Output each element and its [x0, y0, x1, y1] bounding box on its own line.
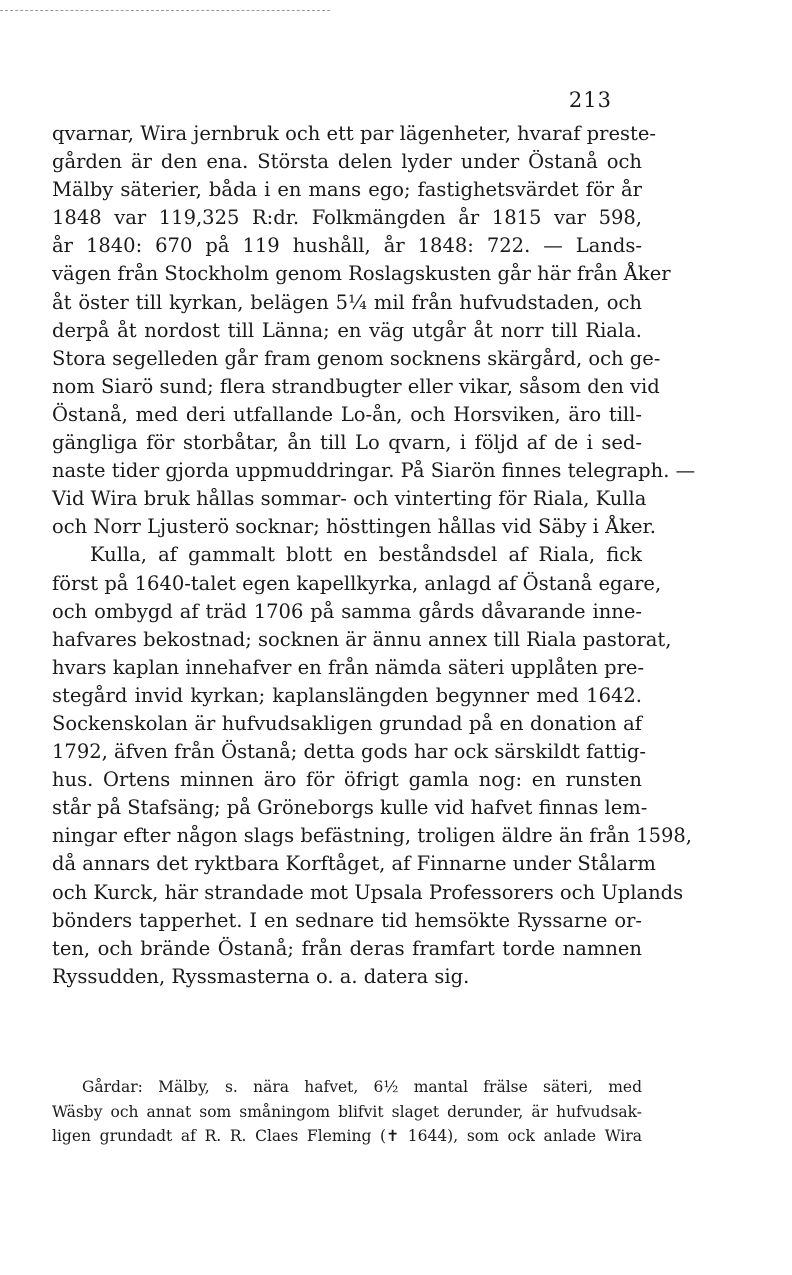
text-line: Mälby säterier, båda i en mans ego; fastighetsvärdet för år [52, 178, 642, 202]
text-line: bönders tapperhet. I en sednare tid hemsökte Ryssarne or- [52, 908, 642, 932]
text-line: och Kurck, här strandade mot Upsala Professorers och Uplands [52, 880, 684, 904]
text-line: hus. Ortens minnen äro för öfrigt gamla nog: en runsten [52, 768, 642, 792]
text-line: derpå åt nordost till Länna; en väg utgår åt norr till Riala. [52, 318, 642, 342]
text-line: nom Siarö sund; flera strandbugter eller vikar, såsom den vid [52, 374, 660, 398]
text-line: stegård invid kyrkan; kaplanslängden begynner med 1642. [52, 683, 642, 707]
text-line: hafvares bekostnad; socknen är ännu annex till Riala pastorat, [52, 627, 672, 651]
footnote-line: Wäsby och annat som småningom blifvit slaget derunder, är hufvudsak- [52, 1102, 642, 1121]
text-line: naste tider gjorda uppmuddringar. På Siarön finnes telegraph. — [52, 459, 696, 483]
text-line: qvarnar, Wira jernbruk och ett par lägenheter, hvaraf preste- [52, 122, 656, 145]
text-line: 1792, äfven från Östanå; detta gods har ock särskildt fattig- [52, 740, 646, 764]
page-top-rule [0, 10, 330, 11]
text-line: ningar efter någon slags befästning, troligen äldre än från 1598, [52, 824, 692, 848]
text-line: står på Stafsäng; på Gröneborgs kulle vid hafvet finnas lem- [52, 796, 648, 820]
text-line: gården är den ena. Största delen lyder under Östanå och [52, 150, 642, 174]
text-line: Ryssudden, Ryssmasterna o. a. datera sig. [52, 964, 470, 988]
page-number: 213 [568, 88, 612, 112]
text-line: Sockenskolan är hufvudsakligen grundad på en donation af [52, 711, 642, 735]
body-text [52, 120, 696, 991]
text-line: hvars kaplan innehafver en från nämda säteri upplåten pre- [52, 655, 645, 679]
text-line: åt öster till kyrkan, belägen 5¼ mil från hufvudstaden, och [52, 290, 642, 314]
text-line: och ombygd af träd 1706 på samma gårds dåvarande inne- [52, 599, 642, 623]
text-line: 1848 var 119,325 R:dr. Folkmängden år 1815 var 598, [52, 206, 642, 230]
footnote [52, 1075, 642, 1149]
text-line: först på 1640-talet egen kapellkyrka, anlagd af Östanå egare, [52, 571, 662, 595]
text-line: Östanå, med deri utfallande Lo-ån, och Horsviken, äro till- [52, 402, 642, 426]
text-line: Kulla, af gammalt blott en beståndsdel af Riala, fick [90, 543, 642, 567]
footnote-line: Gårdar: Mälby, s. nära hafvet, 6½ mantal frälse säteri, med [82, 1078, 642, 1096]
text-line: vägen från Stockholm genom Roslagskusten går här från Åker [52, 262, 671, 286]
text-line: ten, och brände Östanå; från deras framfart torde namnen [52, 936, 642, 960]
text-line: då annars det ryktbara Korftåget, af Finnarne under Stålarm [52, 852, 656, 876]
footnote-line: ligen grundadt af R. R. Claes Fleming (✝ 1644), som ock anlade Wira [52, 1127, 642, 1145]
text-line: och Norr Ljusterö socknar; hösttingen hållas vid Säby i Åker. [52, 515, 656, 539]
text-line: gängliga för storbåtar, ån till Lo qvarn, i följd af de i sed- [52, 431, 642, 455]
text-line: Stora segelleden går fram genom socknens skärgård, och ge- [52, 346, 661, 370]
text-line: Vid Wira bruk hållas sommar- och vinterting för Riala, Kulla [52, 487, 647, 511]
text-line: år 1840: 670 på 119 hushåll, år 1848: 722. — Lands- [52, 234, 642, 258]
